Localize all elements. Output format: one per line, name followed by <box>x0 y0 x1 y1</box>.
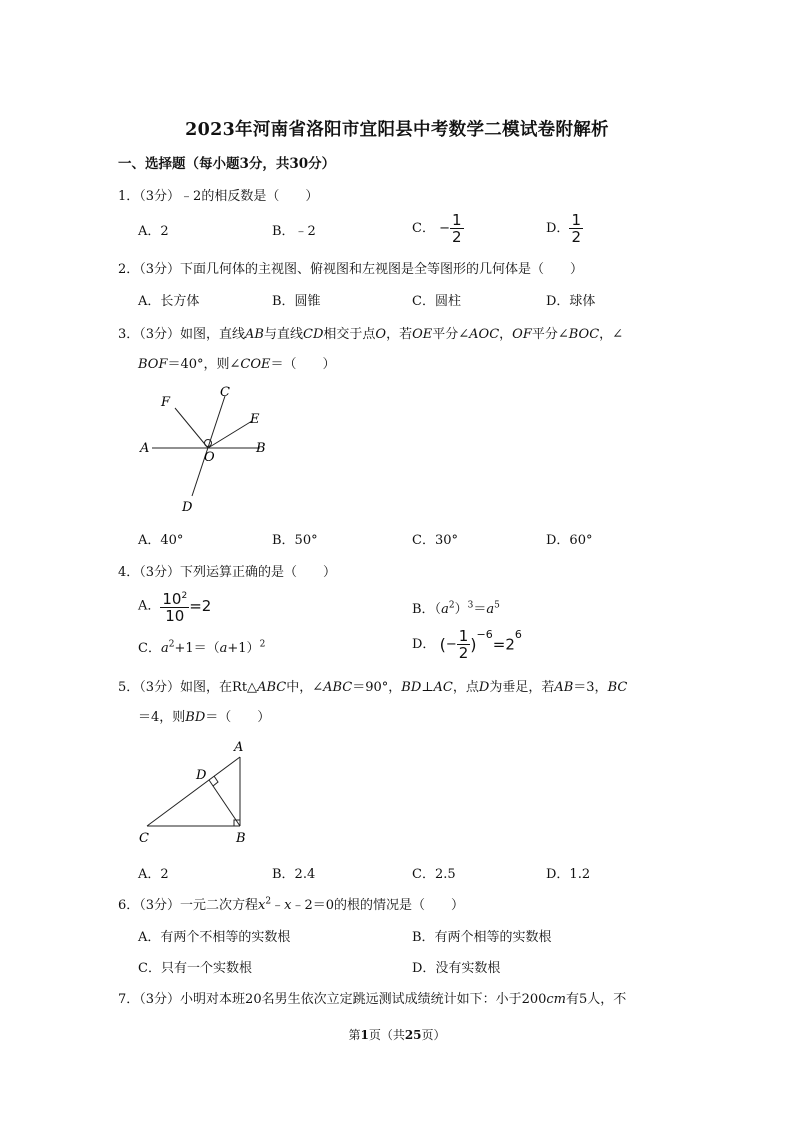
label-d: D <box>196 768 207 783</box>
q2-option-d: D．球体 <box>546 294 596 309</box>
label-b: B <box>236 831 246 846</box>
q5-var: AC <box>433 680 453 695</box>
q6-option-b: B．有两个相等的实数根 <box>412 930 552 945</box>
q1-d-numerator: 1 <box>571 211 581 229</box>
label-a: A <box>140 441 150 456</box>
q4-option-d <box>412 628 522 661</box>
q4-a-rhs: =2 <box>189 597 212 615</box>
q1-d-denominator: 2 <box>571 228 581 246</box>
q5-var: BD <box>401 680 422 695</box>
q4-c-exp: 2 <box>168 639 175 650</box>
q3-option-a: A．40° <box>138 533 184 548</box>
page-footer <box>0 1026 794 1043</box>
q3-text: 相交于点 <box>323 327 376 342</box>
q3-text: ＝40°，则∠ <box>167 357 241 372</box>
label-c: C <box>220 385 230 400</box>
question-3-stem-line-2 <box>138 353 336 372</box>
footer-text: 第 <box>348 1028 361 1042</box>
label-o: O <box>204 450 215 465</box>
q6-exp: 2 <box>265 896 272 907</box>
footer-total-pages: 25 <box>404 1028 422 1042</box>
q1-option-b: B．﹣2 <box>272 224 316 239</box>
q5-text: 5．（3分）如图，在Rt△ <box>118 680 258 695</box>
q4-b-text: B．（ <box>412 602 442 617</box>
q1-option-d <box>546 212 583 245</box>
document-title: 2023年河南省洛阳市宜阳县中考数学二模试卷附解析 <box>185 120 609 140</box>
q5-var: ABC <box>323 680 353 695</box>
q4-a-denominator: 10 <box>160 607 189 624</box>
q3-var: BOC <box>568 327 600 342</box>
question-1-stem: 1．（3分）﹣2的相反数是（ ） <box>118 189 319 204</box>
q3-option-d: D．60° <box>546 533 593 548</box>
q4-option-c <box>138 637 265 656</box>
q3-text: 平分∠ <box>432 327 470 342</box>
q5-var: AB <box>554 680 574 695</box>
q2-option-b: B．圆锥 <box>272 294 321 309</box>
q3-text: ，∠ <box>599 327 624 342</box>
q3-var: BOF <box>138 357 168 372</box>
label-c: C <box>139 831 149 846</box>
q3-text: 平分∠ <box>531 327 569 342</box>
q3-text: ＝（ ） <box>270 357 336 372</box>
q5-text: ⊥ <box>421 680 434 695</box>
q5-option-d: D．1.2 <box>546 867 591 882</box>
q3-text: 3．（3分）如图，直线 <box>118 327 246 342</box>
q4-b-text: ＝ <box>473 602 487 617</box>
q3-option-c: C．30° <box>412 533 458 548</box>
q4-d-denominator: 2 <box>458 644 469 662</box>
q4-a-prefix: A． <box>138 598 161 614</box>
q4-b-exp: 2 <box>448 600 455 611</box>
q3-var: CD <box>303 327 324 342</box>
q3-text: 与直线 <box>264 327 304 342</box>
q1-option-a: A．2 <box>138 224 169 239</box>
q5-option-a: A．2 <box>138 867 169 882</box>
q4-d-numerator: 1 <box>458 627 469 645</box>
point-o <box>205 440 212 447</box>
q5-text: ＝90°， <box>352 680 402 695</box>
q2-option-a: A．长方体 <box>138 294 200 309</box>
q6-option-d: D．没有实数根 <box>412 961 501 976</box>
q4-d-exp: −6 <box>476 628 493 641</box>
q1-c-numerator: 1 <box>452 211 462 229</box>
q4-c-text: C． <box>138 641 161 656</box>
label-a: A <box>234 740 244 755</box>
q4-d-paren: ) <box>470 635 477 654</box>
q4-d-rhs-exp: 6 <box>514 628 522 641</box>
q3-figure <box>130 378 280 518</box>
q5-option-b: B．2.4 <box>272 867 316 882</box>
q6-text: ﹣2＝0的根的情况是（ ） <box>291 898 465 913</box>
q6-option-a: A．有两个不相等的实数根 <box>138 930 291 945</box>
q7-text: 有5人，不 <box>566 992 627 1007</box>
q5-var: ABC <box>257 680 287 695</box>
q3-var: AOC <box>469 327 500 342</box>
q3-text: ，若 <box>386 327 413 342</box>
q3-var: O <box>375 327 387 342</box>
q4-b-var: a <box>441 602 449 617</box>
ray-oe <box>208 421 252 448</box>
q4-option-a <box>138 588 211 624</box>
q4-a-fraction <box>160 588 189 624</box>
q4-c-text: +1） <box>227 641 260 656</box>
q3-option-b: B．50° <box>272 533 318 548</box>
q6-text: ﹣ <box>271 898 285 913</box>
q6-var: x <box>258 898 266 913</box>
q6-text: 6．（3分）一元二次方程 <box>118 898 259 913</box>
q5-text: ＝（ ） <box>205 710 271 725</box>
q4-c-var: a <box>160 641 169 656</box>
question-3-stem-line-1 <box>118 323 623 342</box>
q1-d-prefix: D． <box>546 221 570 236</box>
side-ac <box>147 757 240 826</box>
q5-var: BD <box>185 710 206 725</box>
q4-b-exp: 3 <box>467 600 474 611</box>
q4-c-exp: 2 <box>259 639 266 650</box>
q1-d-fraction <box>569 212 583 245</box>
q5-text: ，点 <box>452 680 479 695</box>
altitude-bd <box>209 780 240 826</box>
label-d: D <box>182 500 193 515</box>
question-5-stem-line-2 <box>138 706 270 725</box>
q4-d-paren: ( <box>439 635 446 654</box>
q1-c-denominator: 2 <box>452 228 462 246</box>
q1-c-prefix: C． <box>412 221 435 236</box>
q7-unit: cm <box>546 992 567 1007</box>
footer-text: 页（共 <box>368 1028 405 1042</box>
label-e: E <box>250 412 260 427</box>
q4-d-prefix: D． <box>412 637 436 652</box>
question-6-stem <box>118 894 464 913</box>
q6-var: x <box>284 898 292 913</box>
q5-figure <box>130 733 270 848</box>
q4-c-var: a <box>219 641 228 656</box>
q4-d-fraction <box>457 628 471 661</box>
question-5-stem-line-1 <box>118 676 627 695</box>
q3-var: OF <box>512 327 532 342</box>
q4-option-b <box>412 598 500 617</box>
q5-var: D <box>478 680 490 695</box>
q5-text: ＝3， <box>573 680 608 695</box>
label-b: B <box>256 441 266 456</box>
q4-b-exp: 5 <box>494 600 500 611</box>
q5-text: ＝4，则 <box>138 710 186 725</box>
q5-text: 为垂足，若 <box>489 680 555 695</box>
q7-text: 7．（3分）小明对本班20名男生依次立定跳远测试成绩统计如下：小于200 <box>118 992 547 1007</box>
q4-a-num-base: 10 <box>162 590 182 608</box>
q4-b-var: a <box>486 602 495 617</box>
question-7-stem <box>118 988 626 1007</box>
right-angle-d <box>213 776 218 786</box>
label-f: F <box>161 395 171 410</box>
q2-option-c: C．圆柱 <box>412 294 461 309</box>
q1-c-fraction <box>450 212 464 245</box>
q4-b-text: ） <box>454 602 468 617</box>
question-2-stem: 2．（3分）下面几何体的主视图、俯视图和左视图是全等图形的几何体是（ ） <box>118 262 584 277</box>
q1-option-c <box>412 212 464 245</box>
q6-option-c: C．只有一个实数根 <box>138 961 252 976</box>
q3-var: COE <box>240 357 271 372</box>
q3-var: OE <box>412 327 433 342</box>
q5-option-c: C．2.5 <box>412 867 456 882</box>
q4-c-text: +1＝（ <box>174 641 220 656</box>
q3-var: AB <box>245 327 264 342</box>
question-4-stem: 4．（3分）下列运算正确的是（ ） <box>118 565 337 580</box>
q5-var: BC <box>607 680 628 695</box>
footer-page-number: 1 <box>360 1028 369 1042</box>
q5-text: 中，∠ <box>286 680 324 695</box>
footer-text: 页） <box>421 1028 446 1042</box>
q4-a-num-exp: 2 <box>181 591 188 601</box>
q1-c-sign: − <box>439 221 450 236</box>
q3-text: ， <box>499 327 513 342</box>
section-heading: 一、选择题（每小题3分，共30分） <box>118 156 336 172</box>
q4-a-numerator <box>160 588 189 607</box>
ray-of <box>175 408 208 448</box>
q4-d-rhs: =2 <box>492 635 515 654</box>
q4-d-sign: − <box>445 637 457 652</box>
